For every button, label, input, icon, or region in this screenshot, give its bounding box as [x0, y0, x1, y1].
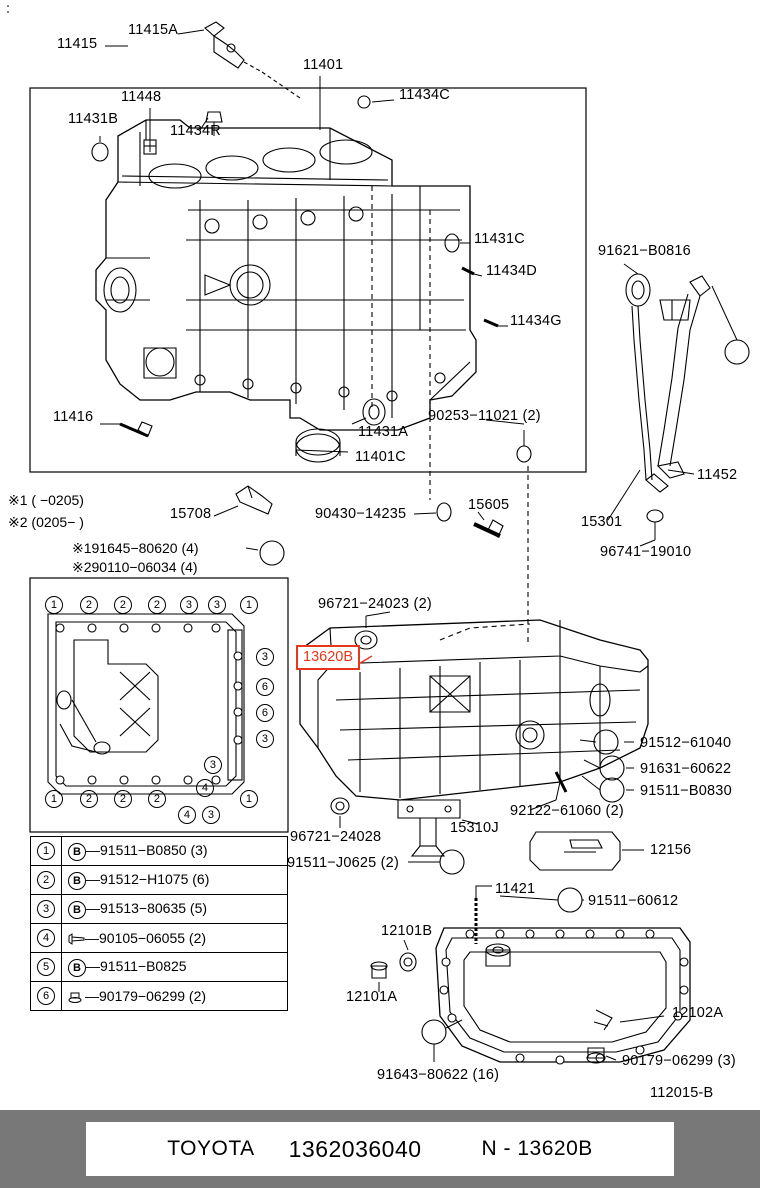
legend-text-cell: —90105−06055 (2)	[62, 924, 288, 953]
callout-11401: 11401	[303, 57, 344, 73]
gasket-num	[114, 596, 132, 614]
callout-91643-80622: 91643−80622 (16)	[377, 1067, 500, 1083]
gasket-num	[256, 648, 274, 666]
callout-11434g: 11434G	[510, 313, 562, 329]
callout-91511-b0830: 91511−B0830	[640, 783, 732, 799]
brand-label: TOYOTA	[167, 1137, 255, 1160]
legend-text-cell: B —91512−H1075 (6)	[62, 866, 288, 895]
bolt-b-icon: B	[68, 959, 86, 977]
circled-6: 6	[256, 678, 274, 696]
gasket-num	[240, 790, 258, 808]
table-row	[31, 953, 288, 982]
legend-num-cell	[31, 895, 62, 924]
callout-11415: 11415	[57, 36, 98, 52]
note-2: ※2 (0205− )	[8, 514, 84, 530]
gasket-num	[180, 596, 198, 614]
legend-text-cell: —90179−06299 (2)	[62, 982, 288, 1011]
circled-3: 3	[256, 730, 274, 748]
callout-15310j: 15310J	[450, 820, 499, 836]
circled-4: 4	[196, 779, 214, 797]
circled-1: 1	[45, 596, 63, 614]
circled-2: 2	[80, 790, 98, 808]
legend-text-cell: B —91511−B0825	[62, 953, 288, 982]
circled-1: 1	[45, 790, 63, 808]
legend-num-cell	[31, 866, 62, 895]
callout-12102a: 12102A	[672, 1005, 724, 1021]
callout-90179-06299: 90179−06299 (3)	[622, 1053, 736, 1069]
gasket-num	[45, 790, 63, 808]
legend-num-cell	[31, 837, 62, 866]
circled-2: 2	[37, 871, 55, 889]
legend-label: 90105−06055 (2)	[99, 929, 207, 946]
note-4: ※290110−06034 (4)	[72, 559, 198, 575]
gasket-num	[80, 596, 98, 614]
gasket-num	[114, 790, 132, 808]
circled-2: 2	[148, 790, 166, 808]
callout-11434r: 11434R	[170, 123, 221, 139]
gasket-num	[240, 596, 258, 614]
legend-label: 91511−B0825	[100, 957, 187, 974]
legend-num-cell	[31, 982, 62, 1011]
legend-label: 90179−06299 (2)	[99, 987, 207, 1004]
callout-91621-b0816: 91621−B0816	[598, 243, 691, 259]
callout-91631-60622: 91631−60622	[640, 761, 732, 777]
bolt-icon	[68, 932, 85, 946]
note-3: ※191645−80620 (4)	[72, 540, 199, 556]
callout-92122-61060: 92122−61060 (2)	[510, 803, 624, 819]
legend-label: 91513−80635 (5)	[100, 899, 208, 916]
legend-table	[30, 836, 288, 1011]
table-row	[31, 837, 288, 866]
callout-11431c: 11431C	[474, 231, 525, 247]
sheet-id: 112015-B	[650, 1085, 714, 1101]
callout-12101a: 12101A	[346, 989, 398, 1005]
footer-plate	[86, 1122, 674, 1176]
callout-15301: 15301	[581, 514, 623, 530]
callout-15605: 15605	[468, 497, 510, 513]
note-1: ※1 ( −0205)	[8, 492, 84, 508]
circled-3: 3	[256, 648, 274, 666]
callout-11448: 11448	[121, 89, 162, 105]
callout-90253-11021: 90253−11021 (2)	[428, 408, 541, 424]
gasket-num	[148, 790, 166, 808]
circled-4: 4	[178, 806, 196, 824]
gasket-num	[196, 779, 214, 797]
gasket-num	[148, 596, 166, 614]
bolt-b-icon: B	[68, 901, 86, 919]
circled-6: 6	[256, 704, 274, 722]
legend-text-cell: B —91513−80635 (5)	[62, 895, 288, 924]
legend-label: 91512−H1075 (6)	[100, 870, 210, 887]
gasket-num	[256, 678, 274, 696]
callout-11421: 11421	[495, 881, 536, 897]
circled-5: 5	[37, 958, 55, 976]
circled-2: 2	[114, 790, 132, 808]
table-row	[31, 924, 288, 953]
part-code: N - 13620B	[481, 1137, 593, 1160]
gasket-num	[178, 806, 196, 824]
callout-91511-60612: 91511−60612	[588, 893, 679, 909]
circled-1: 1	[240, 790, 258, 808]
table-row	[31, 982, 288, 1011]
callout-11431b: 11431B	[68, 111, 119, 127]
callout-11434c: 11434C	[399, 87, 450, 103]
callout-96741-19010: 96741−19010	[600, 544, 692, 560]
callout-11401c: 11401C	[355, 449, 406, 465]
callout-91511-j0625: 91511−J0625 (2)	[287, 855, 399, 871]
circled-2: 2	[114, 596, 132, 614]
part-number: 1362036040	[288, 1135, 422, 1162]
circled-3: 3	[202, 806, 220, 824]
callout-11431a: 11431A	[358, 424, 409, 440]
gasket-num	[45, 596, 63, 614]
circled-1: 1	[240, 596, 258, 614]
callout-12101b: 12101B	[381, 923, 433, 939]
callout-11452: 11452	[697, 467, 738, 483]
circled-3: 3	[208, 596, 226, 614]
callout-96721-24028: 96721−24028	[290, 829, 382, 845]
callout-11434d: 11434D	[486, 263, 537, 279]
bolt-b-icon: B	[68, 843, 86, 861]
bolt-b-icon: B	[68, 872, 86, 890]
legend-num-cell	[31, 953, 62, 982]
callout-15708: 15708	[170, 506, 212, 522]
circled-2: 2	[148, 596, 166, 614]
gasket-num	[256, 704, 274, 722]
highlight-13620b[interactable]: 13620B	[296, 645, 360, 670]
gasket-num	[80, 790, 98, 808]
callout-96721-24023: 96721−24023 (2)	[318, 596, 432, 612]
callout-11416: 11416	[53, 409, 94, 425]
circled-2: 2	[80, 596, 98, 614]
callout-91512-61040: 91512−61040	[640, 735, 732, 751]
callout-12156: 12156	[650, 842, 692, 858]
legend-num-cell	[31, 924, 62, 953]
callout-11415a: 11415A	[128, 22, 179, 38]
circled-3: 3	[204, 756, 222, 774]
gasket-num	[204, 756, 222, 774]
circled-6: 6	[37, 987, 55, 1005]
table-row	[31, 866, 288, 895]
legend-text-cell: B —91511−B0850 (3)	[62, 837, 288, 866]
circled-1: 1	[37, 842, 55, 860]
table-row	[31, 895, 288, 924]
circled-4: 4	[37, 929, 55, 947]
circled-3: 3	[180, 596, 198, 614]
gasket-num	[208, 596, 226, 614]
gasket-num	[202, 806, 220, 824]
callout-90430-14235: 90430−14235	[315, 506, 407, 522]
legend-label: 91511−B0850 (3)	[100, 841, 208, 858]
gasket-num	[256, 730, 274, 748]
washer-icon	[68, 990, 85, 1004]
circled-3: 3	[37, 900, 55, 918]
